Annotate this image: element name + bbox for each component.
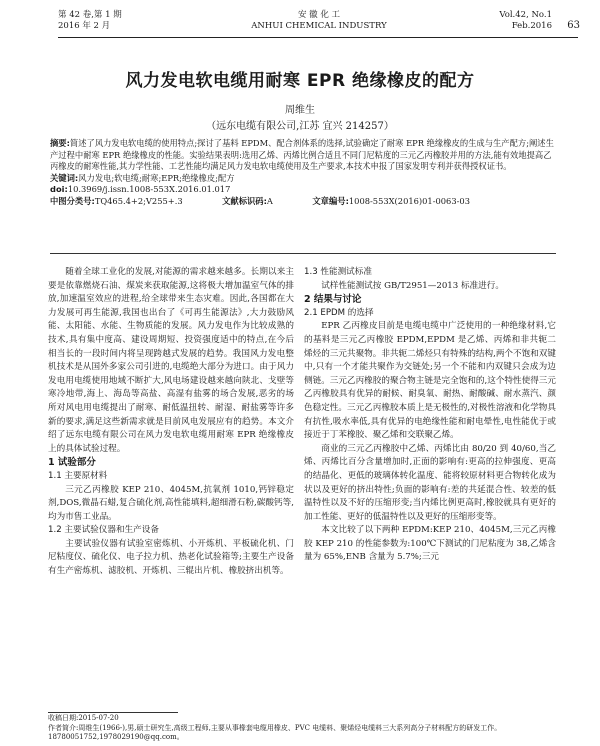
classification-row [50,196,470,208]
abstract-block [50,138,556,207]
keywords [50,173,556,185]
header-volume-line: 第 42 卷,第 1 期 [58,10,122,20]
section-1-2-heading: 1.2 主要试验仪器和生产设备 [48,525,159,536]
abstract-label: 摘要: [50,138,70,148]
right-column [304,266,556,565]
header-vol-en-line: Vol.42, No.1 [499,10,552,20]
running-header [58,10,580,40]
article-no-value: 1008-553X(2016)01-0063-03 [348,195,470,206]
page-number: 63 [567,20,580,31]
doi [50,184,556,196]
header-date-en-line: Feb.2016 [511,21,552,31]
abstract [50,138,556,173]
header-rule [58,37,578,38]
article-no [312,196,470,208]
affiliation: （远东电缆有限公司,江苏 宜兴 214257） [206,121,394,132]
abstract-rule [50,253,556,254]
epdm-paragraph-3: 本文比较了以下两种 EPDM:KEP 210、4045M,三元乙丙橡胶 KEP 210 的性能参数为:100℃下测试的门尼粘度为 38,乙烯含量为 65%,ENB 含量为 5.7%;三元 [304,525,556,563]
doc-code-value: A [266,195,273,206]
footnote-rule [48,712,178,713]
doi-label: doi: [50,184,68,194]
doc-code-label: 文献标识码: [222,195,267,206]
clc-label: 中图分类号: [50,195,95,206]
epdm-paragraph-1: EPR 乙丙橡皮目前是电缆电缆中广泛使用的一种绝缘材料,它的基料是三元乙丙橡胶 EPDM,EPDM 是乙烯、丙烯和非共轭二烯烃的三元共聚物。非共轭二烯烃只有特殊的结构,两个不饱和双键中,只有一个才能共聚作为交链处;另一个不能和内双键只会成为边侧链。三元乙丙橡胶的聚合物主链是完全饱和的,这个特性使得三元乙丙橡胶具有优异的耐候、耐臭氧、耐热、耐酸碱、耐水蒸汽、颜色稳定性。三元乙丙橡胶本质上是无极性的,对极性溶液和化学物具有抗性,吸水率低,具有优异的电绝缘性能和耐电晕性,电性能优于或接近于丁苯橡胶、聚乙烯和交联聚乙烯。 [304,321,556,441]
clc [50,196,183,208]
header-journal-cn: 安 徽 化 工 [297,10,341,20]
article-no-label: 文章编号: [312,195,349,206]
header-date-line: 2016 年 2 月 [58,21,111,31]
paper-title: 风力发电软电缆用耐寒 EPR 绝缘橡皮的配方 [125,71,475,91]
header-journal-en: ANHUI CHEMICAL INDUSTRY [251,21,387,31]
header-volume-en [499,10,552,32]
materials-paragraph: 三元乙丙橡胶 KEP 210、4045M,抗氧剂 1010,钙锌稳定剂,DOS,微晶石蜡,复合硫化剂,高性能填料,超细滑石粉,碳酸钙等,均为市售工业品。 [48,484,294,522]
section-1-heading: 1 试验部分 [48,457,96,469]
equipment-paragraph: 主要试验仪器有试验室密炼机、小开炼机、平板硫化机、门尼粘度仪、硫化仪、电子拉力机、热老化试验箱等;主要生产设备有生产密炼机、滤胶机、开炼机、三辊出片机、橡胶挤出机等。 [48,538,294,577]
footnote [48,714,556,743]
left-column [48,266,294,579]
author: 周维生 [285,105,315,116]
doc-code [222,196,273,208]
standards-paragraph: 试样性能测试按 GB/T2951—2013 标准进行。 [321,280,504,291]
abstract-text: 简述了风力发电软电缆的使用特点;探讨了基料 EPDM、配合剂体系的选择,试验确定了耐寒 EPR 绝缘橡皮的生成与生产配方;阐述生产过程中耐寒 EPR 绝缘橡皮的性能。实验结果表明:选用乙烯、丙烯比例合适且不同门尼粘度的三元乙丙橡胶并用的方法,能有效地提高乙丙橡皮的耐寒性能,其力学性能、工艺性能均满足风力发电软电缆使用及生产要求,本技术申报了国家发明专利并获得授权证书。 [50,138,554,171]
keywords-text: 风力发电;软电缆;耐寒;EPR;绝缘橡皮;配方 [78,172,235,183]
section-1-1-heading: 1.1 主要原材料 [48,470,108,481]
author-bio: 作者简介:周维生(1966-),男,硕士研究生,高级工程师,主要从事橡套电缆用橡皮、PVC 电缆料、聚烯烃电缆料三大系列高分子材料配方的研发工作。18780051752,1978029190@qq.com。 [48,723,502,741]
clc-value: TQ465.4+2;V255+.3 [94,195,183,206]
received-date: 收稿日期:2015-07-20 [48,714,119,722]
section-2-heading: 2 结果与讨论 [304,294,362,306]
intro-paragraph: 随着全球工业化的发展,对能源的需求越来越多。长期以来主要是依靠燃烧石油、煤炭来获取能源,这将极大增加温室气体的排放,加速温室效应的进程,给全球带来生态灾难。因此,各国都在大力发展可再生能源,我国也出台了《可再生能源法》,大力鼓励风能、太阳能、水能、生物质能的发展。风力发电作为比较成熟的技术,具有集中度高、建设周期短、投资强度适中的特点,在今后相当长的一段时间内将呈现跨越式发展的趋势。我国风力发电整机技术是从国外多家公司引进的,电缆绝大部分为进口。由于风力发电用电缆使用地域不断扩大,风电场建设越来越向陕北、戈壁等寒冷地带,海上、海岛等高盐、高湿有盐雾的场合发展,恶劣的场所对风电用电缆提出了耐寒、耐低温扭转、耐湿、耐盐雾等许多新的要求,满足这些新需求就是目前风电发展应有的趋势。本文介绍了远东电缆有限公司在风力发电软电缆用耐寒 EPR 绝缘橡皮上的具体试验过程。 [48,267,294,454]
doi-text: 10.3969/j.issn.1008-553X.2016.01.017 [67,184,231,194]
section-2-1-heading: 2.1 EPDM 的选择 [304,307,374,318]
keywords-label: 关键词: [50,172,79,183]
section-1-3-heading: 1.3 性能测试标准 [304,267,372,277]
epdm-paragraph-2: 商业的三元乙丙橡胶中乙烯、丙烯比由 80/20 到 40/60,当乙烯、丙烯比百分含量增加时,正面的影响有:更高的拉伸强度、更高的结晶化、更低的玻璃体转化温度、能将较原材料更合物转化成为状以及更好的挤出特性;负面的影响有:差的共延混合性、较差的低温特性以及不好的压缩形变;当内烯比例更高时,橡胶就具有更好的加工性能、更好的低温特性以及更好的压缩形变等。 [304,443,556,522]
